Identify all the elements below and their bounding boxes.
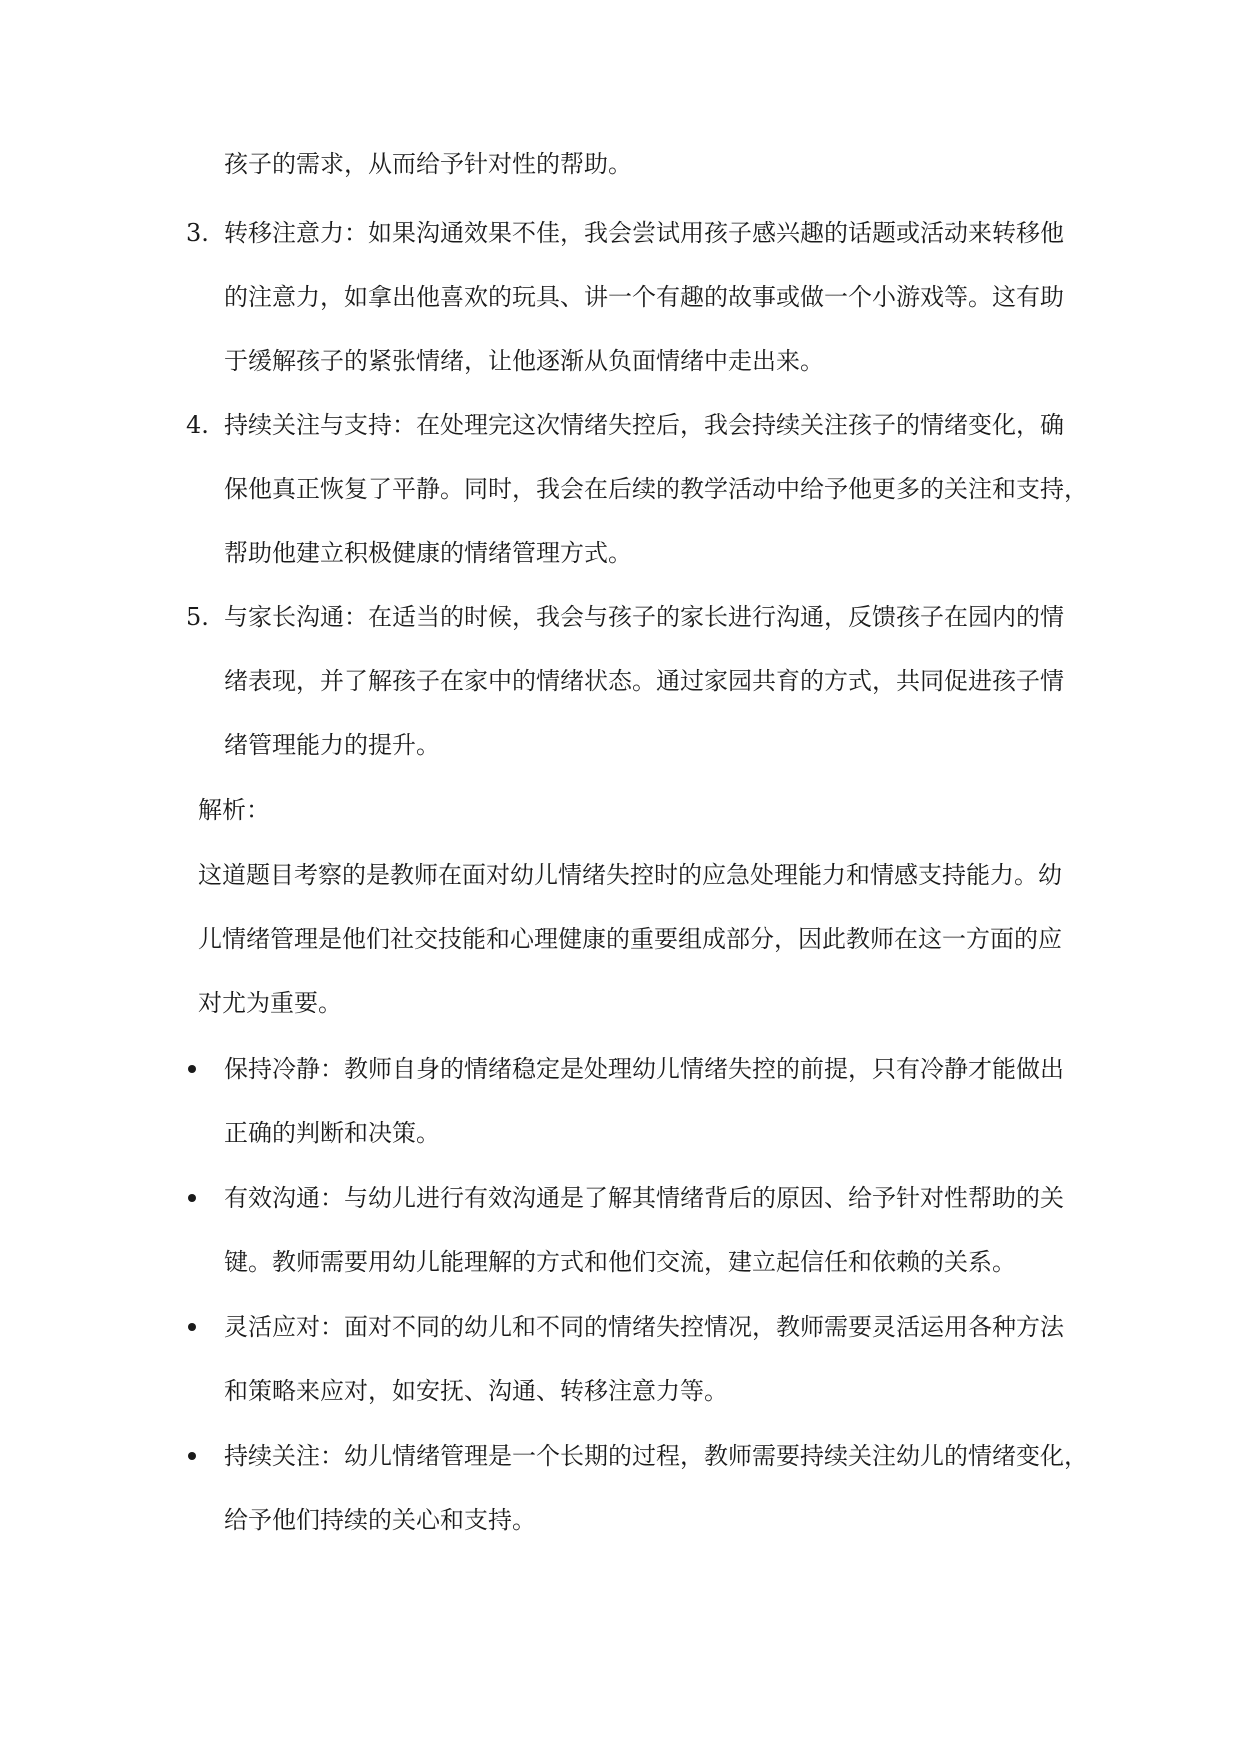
item-line: 与家长沟通：在适当的时候，我会与孩子的家长进行沟通，反馈孩子在园内的情 xyxy=(224,603,1064,631)
bullet-line: 持续关注：幼儿情绪管理是一个长期的过程，教师需要持续关注幼儿的情绪变化， xyxy=(224,1442,1088,1470)
bullet-icon xyxy=(188,1323,196,1331)
bullet-line: 给予他们持续的关心和支持。 xyxy=(224,1506,536,1534)
analysis-heading: 解析： xyxy=(198,796,270,824)
item-line: 的注意力，如拿出他喜欢的玩具、讲一个有趣的故事或做一个小游戏等。这有助 xyxy=(224,283,1064,311)
item-number: 4. xyxy=(186,411,209,439)
item-line: 于缓解孩子的紧张情绪，让他逐渐从负面情绪中走出来。 xyxy=(224,347,824,375)
continuation-line: 孩子的需求，从而给予针对性的帮助。 xyxy=(224,150,632,178)
bullet-line: 保持冷静：教师自身的情绪稳定是处理幼儿情绪失控的前提，只有冷静才能做出 xyxy=(224,1055,1064,1083)
item-line: 持续关注与支持：在处理完这次情绪失控后，我会持续关注孩子的情绪变化，确 xyxy=(224,411,1064,439)
paragraph-line: 儿情绪管理是他们社交技能和心理健康的重要组成部分，因此教师在这一方面的应 xyxy=(198,925,1062,953)
item-number: 5. xyxy=(186,603,209,631)
bullet-line: 正确的判断和决策。 xyxy=(224,1119,440,1147)
paragraph-line: 对尤为重要。 xyxy=(198,989,342,1017)
bullet-icon xyxy=(188,1065,196,1073)
item-number: 3. xyxy=(186,219,209,247)
bullet-icon xyxy=(188,1452,196,1460)
bullet-line: 灵活应对：面对不同的幼儿和不同的情绪失控情况，教师需要灵活运用各种方法 xyxy=(224,1313,1064,1341)
bullet-line: 键。教师需要用幼儿能理解的方式和他们交流，建立起信任和依赖的关系。 xyxy=(224,1248,1016,1276)
item-line: 帮助他建立积极健康的情绪管理方式。 xyxy=(224,539,632,567)
bullet-line: 有效沟通：与幼儿进行有效沟通是了解其情绪背后的原因、给予针对性帮助的关 xyxy=(224,1184,1064,1212)
item-line: 绪管理能力的提升。 xyxy=(224,731,440,759)
bullet-line: 和策略来应对，如安抚、沟通、转移注意力等。 xyxy=(224,1377,728,1405)
item-line: 转移注意力：如果沟通效果不佳，我会尝试用孩子感兴趣的话题或活动来转移他 xyxy=(224,219,1064,247)
item-line: 保他真正恢复了平静。同时，我会在后续的教学活动中给予他更多的关注和支持， xyxy=(224,475,1088,503)
paragraph-line: 这道题目考察的是教师在面对幼儿情绪失控时的应急处理能力和情感支持能力。幼 xyxy=(198,861,1062,889)
bullet-icon xyxy=(188,1194,196,1202)
item-line: 绪表现，并了解孩子在家中的情绪状态。通过家园共育的方式，共同促进孩子情 xyxy=(224,667,1064,695)
